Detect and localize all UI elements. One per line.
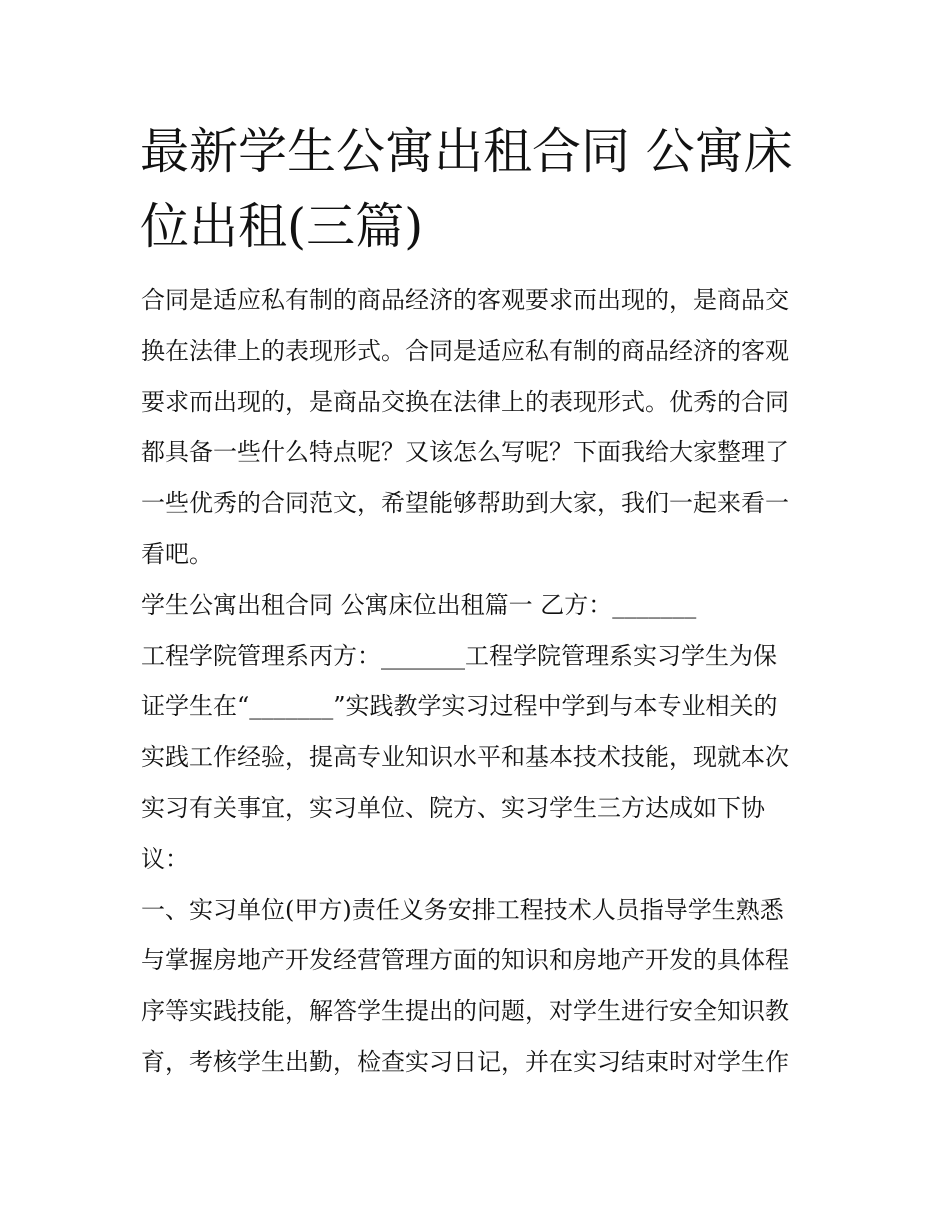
title-line: 最新学生公寓出租合同 公寓床	[140, 123, 793, 180]
body-line: 育，考核学生出勤，检查实习日记，并在实习结束时对学生作	[141, 1047, 789, 1076]
body-line: 学生公寓出租合同 公寓床位出租篇一 乙方：_______	[141, 590, 697, 619]
body-line: 证学生在“_______”实践教学实习过程中学到与本专业相关的	[141, 692, 778, 721]
body-line: 一、实习单位(甲方)责任义务安排工程技术人员指导学生熟悉	[141, 895, 784, 924]
body-line: 与掌握房地产开发经营管理方面的知识和房地产开发的具体程	[141, 946, 789, 975]
body-line: 议：	[141, 844, 189, 873]
body-line: 合同是适应私有制的商品经济的客观要求而出现的，是商品交	[141, 286, 789, 314]
body-line: 换在法律上的表现形式。合同是适应私有制的商品经济的客观	[141, 336, 789, 365]
body-line: 实践工作经验，提高专业知识水平和基本技术技能，现就本次	[141, 743, 789, 772]
body-line: 都具备一些什么特点呢？又该怎么写呢？下面我给大家整理了	[141, 438, 789, 467]
body-line: 一些优秀的合同范文，希望能够帮助到大家，我们一起来看一	[141, 489, 789, 518]
body-line: 要求而出现的，是商品交换在法律上的表现形式。优秀的合同	[141, 387, 789, 416]
body-line: 看吧。	[141, 539, 213, 568]
body-line: 实习有关事宜，实习单位、院方、实习学生三方达成如下协	[141, 793, 765, 822]
document-body	[141, 281, 821, 1094]
body-line: 序等实践技能，解答学生提出的问题，对学生进行安全知识教	[141, 997, 789, 1026]
document-title	[140, 114, 820, 264]
body-line: 工程学院管理系丙方：_______工程学院管理系实习学生为保	[141, 641, 777, 670]
title-line: 位出租(三篇)	[140, 198, 424, 255]
